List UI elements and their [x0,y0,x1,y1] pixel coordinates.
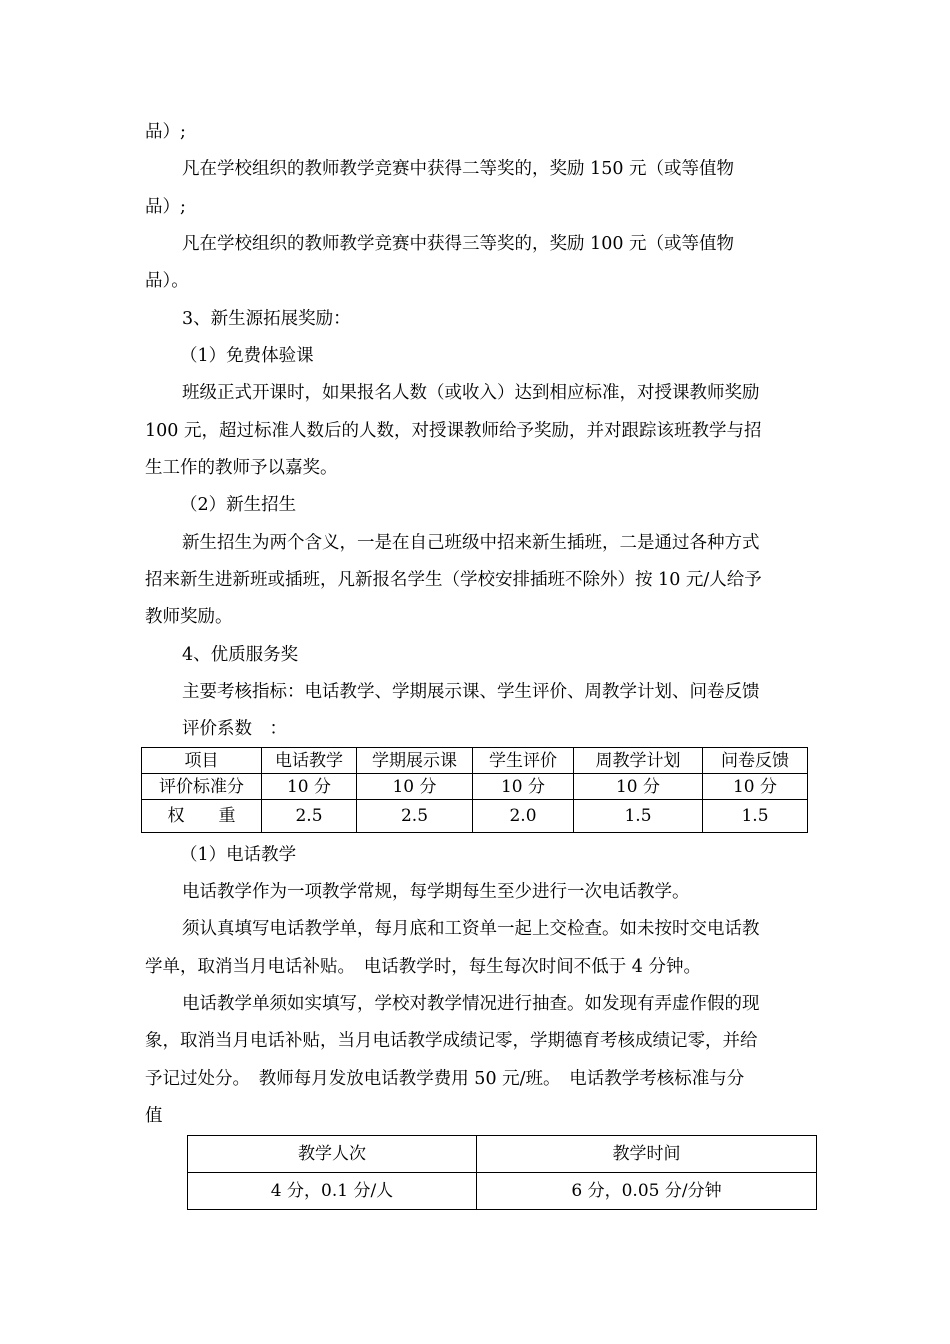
table-row [142,774,808,800]
table-cell: 10 分 [357,774,473,800]
table-cell: 电话教学 [262,748,357,774]
subsection-heading: （1）免费体验课 [180,346,314,366]
table-cell: 10 分 [262,774,357,800]
paragraph-line: 招来新生进新班或插班，凡新报名学生（学校安排插班不除外）按 10 元/人给予 [145,570,762,590]
table-cell: 评价标准分 [142,774,262,800]
paragraph-line: 品）。 [145,271,189,291]
paragraph-line: 教师奖励。 [145,607,233,627]
table-cell: 教学时间 [477,1136,817,1173]
table-cell: 1.5 [574,800,703,833]
paragraph-line: 评价系数 ： [182,719,287,739]
paragraph-line: 主要考核指标：电话教学、学期展示课、学生评价、周教学计划、问卷反馈 [182,682,760,702]
table-cell: 问卷反馈 [703,748,808,774]
table-cell: 教学人次 [188,1136,477,1173]
table-cell: 10 分 [703,774,808,800]
table-row [142,800,808,833]
table-cell: 6 分，0.05 分/分钟 [477,1173,817,1210]
paragraph-line: 电话教学作为一项教学常规，每学期每生至少进行一次电话教学。 [182,882,690,902]
table-row [142,748,808,774]
paragraph-line: 新生招生为两个含义，一是在自己班级中招来新生插班，二是通过各种方式 [182,533,760,553]
table-cell: 2.5 [262,800,357,833]
paragraph-line: 电话教学单须如实填写，学校对教学情况进行抽查。如发现有弄虚作假的现 [182,994,760,1014]
paragraph-line: 生工作的教师予以嘉奖。 [145,458,338,478]
evaluation-coefficient-table [141,747,808,833]
table-cell: 学生评价 [473,748,574,774]
paragraph-line: 予记过处分。 教师每月发放电话教学费用 50 元/班。 电话教学考核标准与分 [145,1069,745,1089]
paragraph-line: 100 元，超过标准人数后的人数，对授课教师给予奖励，并对跟踪该班教学与招 [145,421,762,441]
table-cell: 周教学计划 [574,748,703,774]
table-cell: 10 分 [473,774,574,800]
paragraph-line: 学单，取消当月电话补贴。 电话教学时，每生每次时间不低于 4 分钟。 [145,957,702,977]
table-cell: 2.5 [357,800,473,833]
section-heading: 4、优质服务奖 [182,645,299,665]
table-cell: 权 重 [142,800,262,833]
section-heading: 3、新生源拓展奖励： [182,309,351,329]
table-cell: 10 分 [574,774,703,800]
paragraph-line: 须认真填写电话教学单，每月底和工资单一起上交检查。如未按时交电话教 [182,919,760,939]
paragraph-line: 凡在学校组织的教师教学竞赛中获得三等奖的，奖励 100 元（或等值物 [182,234,735,254]
paragraph-line: 班级正式开课时，如果报名人数（或收入）达到相应标准，对授课教师奖励 [182,383,760,403]
table-cell: 2.0 [473,800,574,833]
table-cell: 4 分，0.1 分/人 [188,1173,477,1210]
paragraph-line: 值 [145,1106,163,1126]
subsection-heading: （1）电话教学 [180,845,297,865]
phone-teaching-scoring-table [187,1135,817,1210]
table-cell: 1.5 [703,800,808,833]
paragraph-line: 凡在学校组织的教师教学竞赛中获得二等奖的，奖励 150 元（或等值物 [182,159,735,179]
table-cell: 项目 [142,748,262,774]
table-row [188,1136,817,1173]
table-row [188,1173,817,1210]
paragraph-line: 品）; [145,122,186,142]
paragraph-line: 象，取消当月电话补贴，当月电话教学成绩记零，学期德育考核成绩记零，并给 [145,1031,758,1051]
paragraph-line: 品）; [145,197,186,217]
table-cell: 学期展示课 [357,748,473,774]
subsection-heading: （2）新生招生 [180,495,297,515]
